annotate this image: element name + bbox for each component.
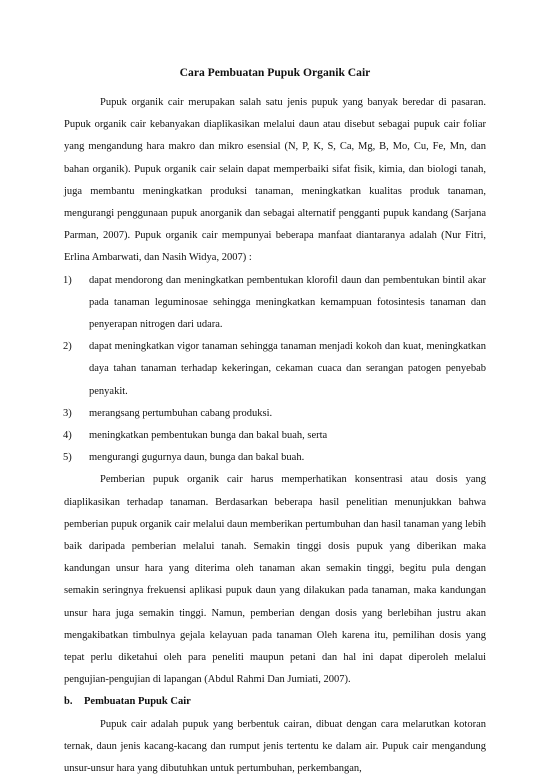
list-item	[64, 425, 486, 447]
document-body	[64, 92, 486, 780]
paragraph-liquid-fertilizer: Pupuk cair adalah pupuk yang berbentuk cairan, dibuat dengan cara melarutkan kotoran ternak, daun jenis kacang-kacang dan rumput jenis tertentu ke dalam air. Pupuk cair mengandung unsur-unsur hara yang dibutuhkan untuk pertumbuhan, perkembangan,	[64, 718, 486, 775]
list-item-number: 3)	[63, 407, 72, 419]
document-title: Cara Pembuatan Pupuk Organik Cair	[179, 66, 371, 79]
list-item-number: 5)	[63, 452, 72, 464]
list-item-number: 1)	[63, 274, 72, 286]
list-item	[64, 403, 486, 425]
list-item-text: merangsang pertumbuhan cabang produksi.	[89, 407, 273, 419]
list-item-text: dapat meningkatkan vigor tanaman sehingga tanaman menjadi kokoh dan kuat, meningkatkan daya tahan tanaman terhadap kekeringan, cekaman cuaca dan serangan patogen penyebab penyakit.	[89, 341, 486, 397]
list-item-text: mengurangi gugurnya daun, bunga dan bakal buah.	[89, 452, 305, 464]
section-number: b.	[64, 696, 73, 708]
list-item	[64, 336, 486, 403]
list-item	[64, 270, 486, 337]
paragraph-dosage: Pemberian pupuk organik cair harus memperhatikan konsentrasi atau dosis yang diaplikasikan terhadap tanaman. Berdasarkan beberapa hasil penelitian menunjukkan bahwa pemberian pupuk organik cair melalui daun memberikan pertumbuhan dan hasil tanaman yang lebih baik daripada pemberian melalui tanah. Semakin tinggi dosis pupuk yang diberikan maka kandungan unsur hara yang diterima oleh tanaman akan semakin tinggi, begitu pula dengan semakin seringnya frekuensi aplikasi pupuk daun yang dilakukan pada tanaman, maka kandungan unsur hara juga semakin tinggi. Namun, pemberian dengan dosis yang berlebihan justru akan mengakibatkan timbulnya gejala kelayuan pada tanaman Oleh karena itu, pemilihan dosis yang tepat perlu diketahui oleh para peneliti maupun petani dan hal ini dapat diperoleh melalui pengujian-pengujian di lapangan (Abdul Rahmi Dan Jumiati, 2007).	[64, 474, 486, 686]
list-item-text: meningkatkan pembentukan bunga dan bakal buah, serta	[89, 430, 328, 442]
list-item-number: 2)	[63, 341, 72, 353]
list-item-number: 4)	[63, 430, 72, 442]
list-item-text: dapat mendorong dan meningkatkan pembentukan klorofil daun dan pembentukan bintil akar pada tanaman leguminosae sehingga meningkatkan kemampuan fotosintesis tanaman dan penyerapan nitrogen dari udara.	[89, 274, 486, 331]
benefits-list	[64, 270, 486, 470]
section-title: Pembuatan Pupuk Cair	[84, 696, 191, 708]
list-item	[64, 447, 486, 469]
section-heading	[64, 691, 486, 713]
paragraph-intro: Pupuk organik cair merupakan salah satu jenis pupuk yang banyak beredar di pasaran. Pupuk organik cair kebanyakan diaplikasikan melalui daun atau disebut sebagai pupuk cair foliar yang mengandung hara makro dan mikro esensial (N, P, K, S, Ca, Mg, B, Mo, Cu, Fe, Mn, dan bahan organik). Pupuk organik cair selain dapat memperbaiki sifat fisik, kimia, dan biologi tanah, juga membantu meningkatkan produksi tanaman, meningkatkan kualitas produk tanaman, mengurangi penggunaan pupuk anorganik dan sebagai alternatif pengganti pupuk kandang (Sarjana Parman, 2007). Pupuk organik cair mempunyai beberapa manfaat diantaranya adalah (Nur Fitri, Erlina Ambarwati, dan Nasih Widya, 2007) :	[64, 97, 486, 264]
